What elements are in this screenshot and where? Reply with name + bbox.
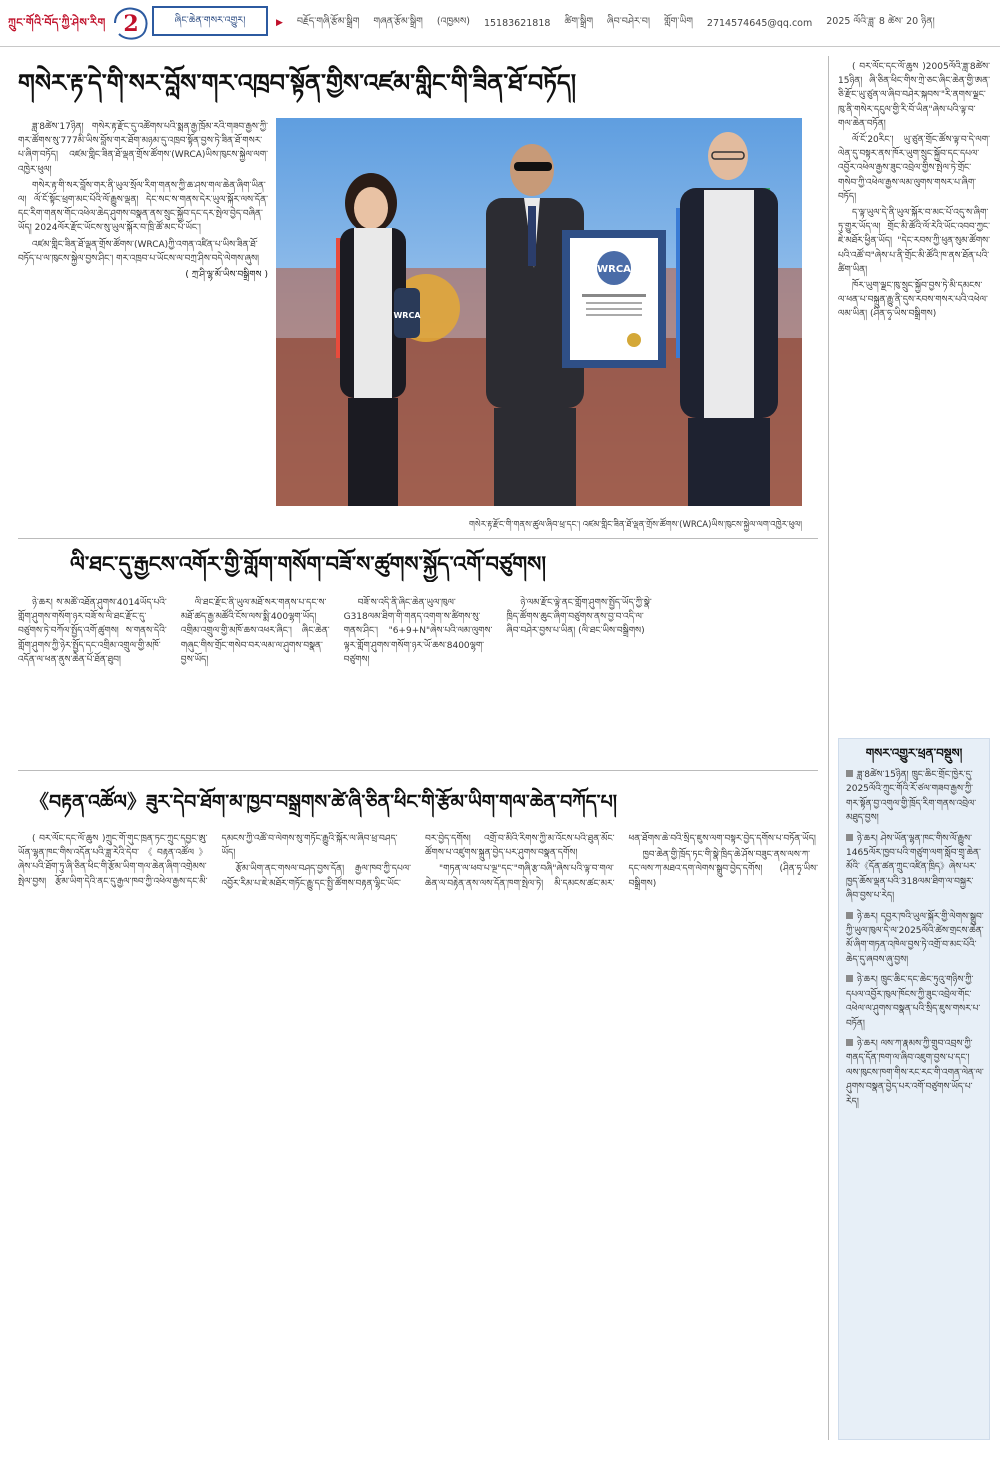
- header-bar: [0, 0, 1000, 47]
- article1-paragraph: ཟླ་8ཚེས་17ཉིན། གསེར་རྟ་རྫོང་དུ་འཚོགས་པའི་སྨན་རྒྱ་ཁྲོམ་རའི་གཟབ་རྒྱས་ཀྱི་གར་ཚོགས་སུ་777མི་ཡིས་བློས་གར་ཐོག་མཉམ་དུ་འཁྲབ་སྟོན་བྱས་ཏེ་ཟིན་ཐོ་གསར་པ་ཞིག་བཏོད། འཛམ་གླིང་ཟིན་ཐོ་ལྡན་གྲོས་ཚོགས་(WRCA)ཡིས་ཁུངས་སྐྱེལ་ལག་འཁྱེར་ཕུལ།: [18, 122, 268, 175]
- divider-line: [18, 538, 818, 539]
- sidebar-paragraph: ལོ་ངོ་20རིང་། ཡུ་ཙུན་གྲོང་ཚོས་ལྟ་བ་དེ་ལག་ལེན་དུ་བསྟར་ནས་ཁོར་ཡུག་སྲུང་སྐྱོབ་དང་དཔལ་འབྱོར་འཕེལ་རྒྱས་ཟུང་འབྲེལ་གྱིས་སྤེལ་ཏེ་གྲོང་གསེབ་ཀྱི་འཕེལ་རྒྱས་ལམ་ལུགས་གསར་པ་ཞིག་བཏོད།: [838, 135, 990, 202]
- meta-responsible: གཞན་རྩོམ་སྒྲིག: [373, 15, 423, 27]
- divider-line: [18, 770, 818, 771]
- bullet-square-icon: [846, 1039, 853, 1046]
- article2-paragraph: ཉེ་ཆར། ས་མཚོ་འཐོན་ཤུགས་4014ཡོད་པའི་གློག་ཤུགས་གསོག་ཉར་བཟོ་ས་ལི་ཐང་རྫོང་དུ་བཙུགས་ཏེ་བཀོལ་སྤྱོད་འགོ་ཚུགས། ས་གནས་དེའི་གློག་ཤུགས་ཀྱི་ཉེར་སྤྱོད་དང་འགྲིམ་འགྲུལ་གྱི་མཁོ་འདོན་ལ་ཕན་ནུས་ཆེན་པོ་ཐོན་ཐུབ།: [18, 598, 167, 665]
- article1-paragraph: གསེར་རྟ་གི་སར་བློས་གར་ནི་ཡུལ་སྲོལ་རིག་གནས་ཀྱི་ཆ་ཤས་གལ་ཆེན་ཞིག་ཡིན་ལ། ལོ་ངོ་སྟོང་ཕྲག་མང་པོའི་ལོ་རྒྱུས་ལྡན། དེང་སང་ས་གནས་དེར་ཡུལ་སྐོར་ལས་དོན་དང་རིག་གནས་གོང་འཕེལ་ཆེད་ཤུགས་བསྣན་ནས་སྲུང་སྐྱོབ་དང་དར་སྤེལ་བྱེད་བཞིན་ཡོད། 2024ལོར་རྫོང་ཡོངས་སུ་ཡུལ་སྐོར་བ་ཁྲི་ཚོ་མང་པོ་ཡོང་།: [18, 180, 268, 234]
- article2-paragraph: ལི་ཐང་རྫོང་ནི་ཡུལ་མཐོ་སར་གནས་པ་དང་ས་མཐོ་ཚད་རྒྱ་མཚོའི་ངོས་ལས་སྨི་400ལྷག་ཡོད། འགྲིམ་འགྲུལ་གྱི་མཁོ་ཆས་འཕར་ཞིང་། ཞིང་ཆེན་གཞུང་གིས་གྲོང་གསེབ་བར་ལམ་ལ་ཤུགས་བསྣན་བྱས་ཡོད།: [180, 598, 330, 665]
- brief-item: [846, 1037, 984, 1109]
- bullet-square-icon: [846, 834, 853, 841]
- brief-text: ཉེ་ཆར། དབྱར་ཁའི་ཡུལ་སྐོར་གྱི་ལེགས་སྒྲུབ་ཀྱི་ཡུལ་ཁུལ་དེ་ལ་2025ལོའི་ཚེས་གྲངས་ཆེན་མོ་ཞིག་གཏན་འཁེལ་བྱས་ཏེ་འགྲོ་བ་མང་པོའི་ཆེད་དུ་ཞབས་ཞུ་བྱས།: [846, 911, 984, 965]
- wrca-sign-text: WRCA: [393, 311, 421, 320]
- photo-caption: གསེར་རྟ་རྫོང་གི་གནས་ཚུལ་ཞིབ་ཕྲ་དང་། འཛམ་གླིང་ཟིན་ཐོ་ལྡན་གྲོས་ཚོགས་(WRCA)ཡིས་ཁུངས་སྐྱེལ་ལག་འཁྱེར་ཕུལ།: [468, 520, 802, 530]
- article1-headline: གསེར་རྟ་དེ་གི་སར་བློས་གར་འཁྲབ་སྟོན་གྱིས་འཛམ་གླིང་གི་ཟིན་ཐོ་བཏོད།: [18, 68, 577, 97]
- brief-item: [846, 832, 984, 904]
- sidebar-paragraph: ད་ལྟ་ཡུལ་དེ་ནི་ཡུལ་སྐོར་བ་མང་པོ་འདུ་ས་ཞིག་ཏུ་གྱུར་ཡོད་ལ། གྲོང་མི་ཚོའི་ལོ་རེའི་ཡོང་འབབ་ཀྱང་ཇེ་མཐོར་ཕྱིན་ཡོད། "དེང་རབས་ཀྱི་ཕུན་སུམ་ཚོགས་པའི་འཚོ་བ"ཞེས་པ་ནི་གྲོང་མི་ཚོའི་ཁ་ནས་ཐོན་པའི་ཚིག་ཡིན།: [838, 208, 990, 275]
- brief-item: [846, 910, 984, 968]
- article2-headline: ལི་ཐང་དུ་རྒྱངས་འགོར་གྱི་གློག་གསོག་བཟོ་ས་ཚུགས་སྐྱོད་འགོ་བཙུགས།: [70, 551, 546, 576]
- column-divider: [828, 56, 829, 1440]
- meta-editor: བརྗོད་གཞི་རྩོམ་སྒྲིག: [296, 15, 360, 27]
- brief-text: ཟླ་8ཚེས་15ཉིན། ཁྲུང་ཆིང་གྲོང་ཁྱེར་དུ་2025ལོའི་ཀྲུང་གོའི་རོ་ཙལ་གཟབ་རྒྱས་ཀྱི་གར་སྟོན་བྱ་འགུལ་གྱི་ཁྲོད་རིག་གནས་འབྲེལ་མཐུད་བྱས།: [846, 770, 977, 824]
- brief-text: ཉེ་ཆར། ལས་ཀ་རྣམས་ཀྱི་གྲུབ་འབྲས་ཀྱི་གནད་དོན་ཁག་ལ་ཞིབ་འཇུག་བྱས་པ་དང་། ལས་ཁུངས་ཁག་གིས་རང་རང་གི་འགན་ལེན་ལ་ཤུགས་བསྣན་བྱེད་པར་འགོ་བཙུགས་ཡོད་པ་རེད།: [846, 1038, 984, 1107]
- bullet-square-icon: [846, 975, 853, 982]
- article1-paragraph: འཛམ་གླིང་ཟིན་ཐོ་ལྡན་གྲོས་ཚོགས་(WRCA)ཀྱི་འགན་འཛིན་པ་ཡིས་ཟིན་ཐོ་བཏོད་པ་ལ་ཁུངས་སྐྱེལ་བྱས་ཤིང་། གར་འཁྲབ་པ་ཡོངས་ལ་བཀྲ་ཤིས་བདེ་ལེགས་ཞུས།: [18, 239, 260, 264]
- meta-phone: 15183621818: [483, 17, 551, 29]
- article2-paragraph: བཟོ་ས་འདི་ནི་ཞིང་ཆེན་ཡུལ་ཁུལ་G318ལམ་ཐིག་གི་གནད་འགག་ས་ཚིགས་སུ་གནས་ཤིང་། "6+9+N"ཞེས་པའི་ལམ་ལུགས་ལྟར་གློག་ཤུགས་གསོག་ཉར་ཡོ་ཆས་8400ལྷག་བཙུགས།: [343, 598, 493, 665]
- page-number: 2: [123, 11, 139, 37]
- article3-headline: 《བརྟན་འཚོལ》ཟུར་དེབ་ཐོག་མ་ཁྱབ་བསྒྲགས་ཚེ་ཞི་ཅིན་ཕིང་གི་རྩོམ་ཡིག་གལ་ཆེན་བཀོད་པ།: [30, 791, 618, 813]
- triangle-icon: ▶: [276, 18, 283, 28]
- wrca-plaque-text: WRCA: [597, 264, 631, 275]
- brief-item: [846, 768, 984, 826]
- meta-email: 2714574645@qq.com: [706, 17, 813, 29]
- article1-photo: [276, 118, 802, 506]
- article1-credit: ( ཀྲ་ཤི་ལྷ་མོ་ཡིས་བསྒྲིགས ): [185, 270, 268, 281]
- article2-body: [18, 596, 818, 762]
- meta-date: 2025 ལོའི་ཟླ་ 8 ཚེས་ 20 ཉིན།: [826, 15, 935, 27]
- sidebar-paragraph: ( བར་ལོང་དང་ལོ་ཆུས )2005ལོའི་ཟླ་8ཚེས་15ཉིན། ཞི་ཅིན་ཕིང་གིས་ཀྲེ་ཅང་ཞིང་ཆེན་གྱི་ཨན་ཅི་རྫོང་ཡུ་ཙུན་ལ་ཞིབ་བཤེར་སྐབས་"རི་ནགས་ལྗང་ཁུ་ནི་གསེར་དངུལ་གྱི་རི་བོ་ཡིན"ཞེས་པའི་ལྟ་བ་གལ་ཆེན་བཏོན།: [838, 62, 990, 129]
- ceremony-photo-illustration: [276, 118, 802, 506]
- bullet-square-icon: [846, 912, 853, 919]
- meta-email-label: གློག་ཡིག: [663, 15, 693, 27]
- page-number-badge: [112, 4, 150, 42]
- article3-paragraph: ( བར་ལོང་དང་ལོ་ཆུས )ཀྲུང་གོ་གུང་ཁྲན་ཏང་ཀྲུང་དབྱང་ཨུ་ཡོན་ལྷན་ཁང་གིས་འདོན་པའི་ཟླ་རེའི་དེབ་《བརྟན་འཚོལ》ཞེས་པའི་ཐོག་ཏུ་ཞི་ཅིན་ཕིང་གི་རྩོམ་ཡིག་གལ་ཆེན་ཞིག་འགྲེམས་སྤེལ་བྱས། རྩོམ་ཡིག་དེའི་ནང་དུ་རྒྱལ་ཁབ་ཀྱི་འཕེལ་རྒྱས་དང་མི་དམངས་ཀྱི་འཚོ་བ་ལེགས་སུ་གཏོང་རྒྱུའི་སྐོར་ལ་ཞིབ་ཕྲ་བཤད་ཡོད།: [18, 834, 398, 887]
- article2-paragraph: ཉེ་ལམ་རྫོང་ལྟེ་ནང་གློག་ཤུགས་སྤྱོད་ཡོད་ཀྱི་སྣེ་ཁྲིད་ཚོགས་ཆུང་ཞིག་བཙུགས་ནས་བྱ་བ་འདི་ལ་ཞིབ་བཤེར་བྱས་པ་ཡིན། (ལི་ཐང་ཡིས་བསྒྲིགས): [506, 598, 652, 637]
- article3-paragraph: ཁྱབ་ཆེན་གྱི་ཁྲོད་ཏང་གི་སྣེ་ཁྲིད་ཆེ་ཤོས་བཟུང་ནས་ལས་ཀ་དང་ལས་ཀ་མཐའ་དག་ལེགས་སྒྲུབ་བྱེད་དགོས། (ཤིན་ཧྭ་ཡིས་བསྒྲིགས): [628, 850, 818, 889]
- brief-item: [846, 973, 984, 1031]
- article1-body: [18, 120, 268, 538]
- news-briefs-title: གསར་འགྱུར་ཕྲན་བསྡུས།: [865, 746, 963, 760]
- sidebar-article-body: [838, 60, 990, 728]
- sidebar-paragraph: ཁོར་ཡུག་ལྗང་ཁུ་སྲུང་སྐྱོབ་བྱས་ཏེ་མི་དམངས་ལ་ཕན་པ་བསྐྲུན་རྒྱུ་ནི་དུས་རབས་གསར་པའི་འཕེལ་ལམ་ཡིན། (ཤིན་ཧྭ་ཡིས་བསྒྲིགས): [838, 281, 988, 320]
- meta-reviewer: ཞིབ་བཤེར་བ།: [607, 15, 650, 27]
- brief-text: ཉེ་ཆར། ཁྲུང་ཆིང་དང་ཆེང་ཏུའུ་གཉིས་ཀྱི་དཔལ་འབྱོར་ཁུལ་ཁོངས་ཀྱི་ཟུང་འབྲེལ་གོང་འཕེལ་ལ་ཤུགས་བསྣན་པའི་སྲིད་ཇུས་གསར་པ་བཏོན།: [846, 975, 981, 1029]
- meta-designer: ཚིག་སྒྲིག: [564, 15, 594, 27]
- article3-paragraph: རྩོམ་ཡིག་ནང་གསལ་བཤད་བྱས་དོན། རྒྱལ་ཁབ་ཀྱི་དཔལ་འབྱོར་རིམ་པ་ཇེ་མཐོར་གཏོང་རྒྱུ་དང་སྤྱི་ཚོགས་བརྟན་ལྷིང་ཡོང་བར་བྱེད་དགོས། འགྲོ་བ་མིའི་རིགས་ཀྱི་མ་འོངས་པའི་ཐུན་མོང་ཚོགས་པ་འཛུགས་སྐྲུན་བྱེད་པར་ཤུགས་བསྣན་དགོས།: [221, 834, 615, 889]
- meta-responsible-name: (འཁྱམས): [436, 15, 470, 27]
- bullet-square-icon: [846, 770, 853, 777]
- edition-meta: [276, 14, 992, 32]
- masthead-title: ཀྲུང་གོའི་བོད་ཀྱི་ཤེས་རིག: [8, 16, 106, 29]
- brief-text: ཉེ་ཆར། ཤེས་ཡོན་ལྷན་ཁང་གིས་ལོ་རྒྱུས་1465ལོར་ཁྱབ་པའི་གཙུག་ལག་སློབ་གྲྭ་ཆེན་མོའི་《དོན་ཚན་ཀྲུང་འཛིན་ཁྲིད》ཞེས་པར་ཁྱད་ཆོས་ལྡན་པའི་318ལམ་ཐིག་ལ་བསྐྱར་ཞིབ་བྱས་པ་རེད།: [846, 833, 981, 902]
- article3-paragraph: "གཏན་ལ་ཕབ་པ་ལྔ"དང་"གཞི་རྩ་བཞི"ཞེས་པའི་ལྟ་བ་གལ་ཆེན་ལ་བརྟེན་ནས་ལས་དོན་ཁག་སྤེལ་ཏེ། མི་དམངས་ཚང་མར་ཕན་ཐོགས་ཆེ་བའི་སྲིད་ཇུས་ལག་བསྟར་བྱེད་དགོས་པ་བཏོན་ཡོད།: [425, 834, 816, 889]
- news-briefs-list: [846, 768, 984, 1434]
- article3-body: [18, 832, 818, 1440]
- section-label: ཞིང་ཆེན་གསར་འགྱུར།: [152, 6, 268, 36]
